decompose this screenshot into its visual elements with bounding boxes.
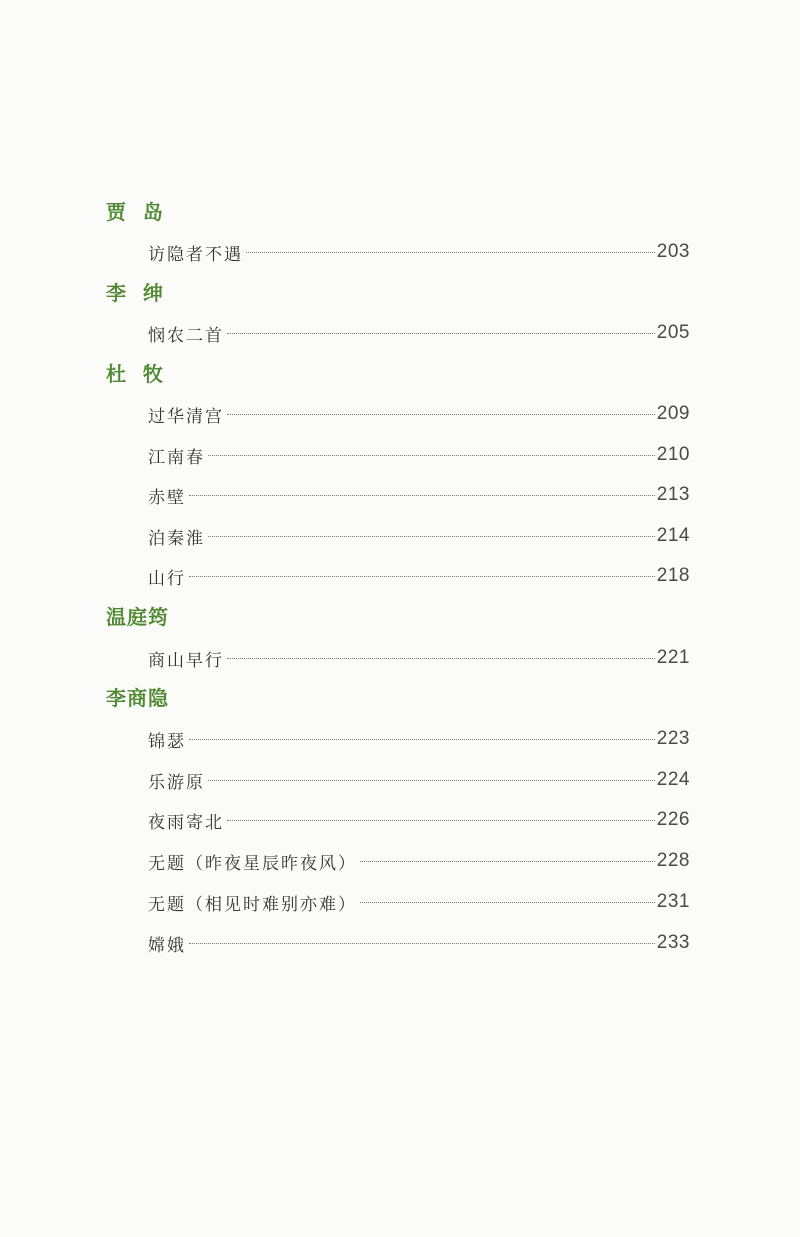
dot-leader: [227, 658, 655, 659]
entry-title: 商山早行: [148, 650, 224, 671]
page-number: 226: [656, 809, 690, 830]
page-number: 231: [656, 891, 690, 912]
page-number: 228: [656, 850, 690, 871]
author-heading: 温庭筠: [106, 605, 169, 629]
toc-entry[interactable]: [148, 645, 690, 671]
entry-title: 山行: [148, 568, 186, 589]
dot-leader: [208, 536, 655, 537]
toc-entry[interactable]: [148, 767, 690, 793]
toc-entry[interactable]: [148, 523, 690, 549]
dot-leader: [208, 780, 655, 781]
page-number: 218: [656, 565, 690, 586]
entry-title: 锦瑟: [148, 731, 186, 752]
dot-leader: [360, 861, 655, 862]
page-number: 214: [656, 525, 690, 546]
toc-entry[interactable]: [148, 807, 690, 833]
author-heading: 李商隐: [106, 686, 169, 710]
toc-entry[interactable]: [148, 848, 690, 874]
page-number: 233: [656, 932, 690, 953]
toc-entry[interactable]: [148, 320, 690, 346]
toc-entry[interactable]: [148, 442, 690, 468]
toc-entry[interactable]: [148, 889, 690, 915]
entry-title: 无题（昨夜星辰昨夜风）: [148, 853, 357, 874]
toc-entry[interactable]: [148, 482, 690, 508]
entry-title: 江南春: [148, 447, 205, 468]
dot-leader: [189, 495, 655, 496]
entry-title: 泊秦淮: [148, 528, 205, 549]
dot-leader: [189, 576, 655, 577]
entry-title: 访隐者不遇: [148, 244, 243, 265]
entry-title: 乐游原: [148, 772, 205, 793]
toc-entry[interactable]: [148, 563, 690, 589]
dot-leader: [227, 333, 655, 334]
toc-entry[interactable]: [148, 726, 690, 752]
dot-leader: [227, 820, 655, 821]
entry-title: 无题（相见时难别亦难）: [148, 894, 357, 915]
dot-leader: [208, 455, 655, 456]
page-number: 221: [656, 647, 690, 668]
page-number: 203: [656, 241, 690, 262]
toc-entry[interactable]: [148, 239, 690, 265]
entry-title: 嫦娥: [148, 935, 186, 956]
entry-title: 悯农二首: [148, 325, 224, 346]
dot-leader: [189, 739, 655, 740]
entry-title: 赤壁: [148, 487, 186, 508]
page-number: 213: [656, 484, 690, 505]
entry-title: 夜雨寄北: [148, 812, 224, 833]
author-heading: 李 绅: [106, 281, 164, 305]
dot-leader: [227, 414, 655, 415]
toc-entry[interactable]: [148, 401, 690, 427]
page-number: 223: [656, 728, 690, 749]
page-number: 210: [656, 444, 690, 465]
page-number: 209: [656, 403, 690, 424]
dot-leader: [189, 943, 655, 944]
author-heading: 贾 岛: [106, 200, 164, 224]
author-heading: 杜 牧: [106, 362, 164, 386]
page-number: 205: [656, 322, 690, 343]
toc-entry[interactable]: [148, 930, 690, 956]
entry-title: 过华清宫: [148, 406, 224, 427]
dot-leader: [360, 902, 655, 903]
dot-leader: [246, 252, 655, 253]
page-number: 224: [656, 769, 690, 790]
